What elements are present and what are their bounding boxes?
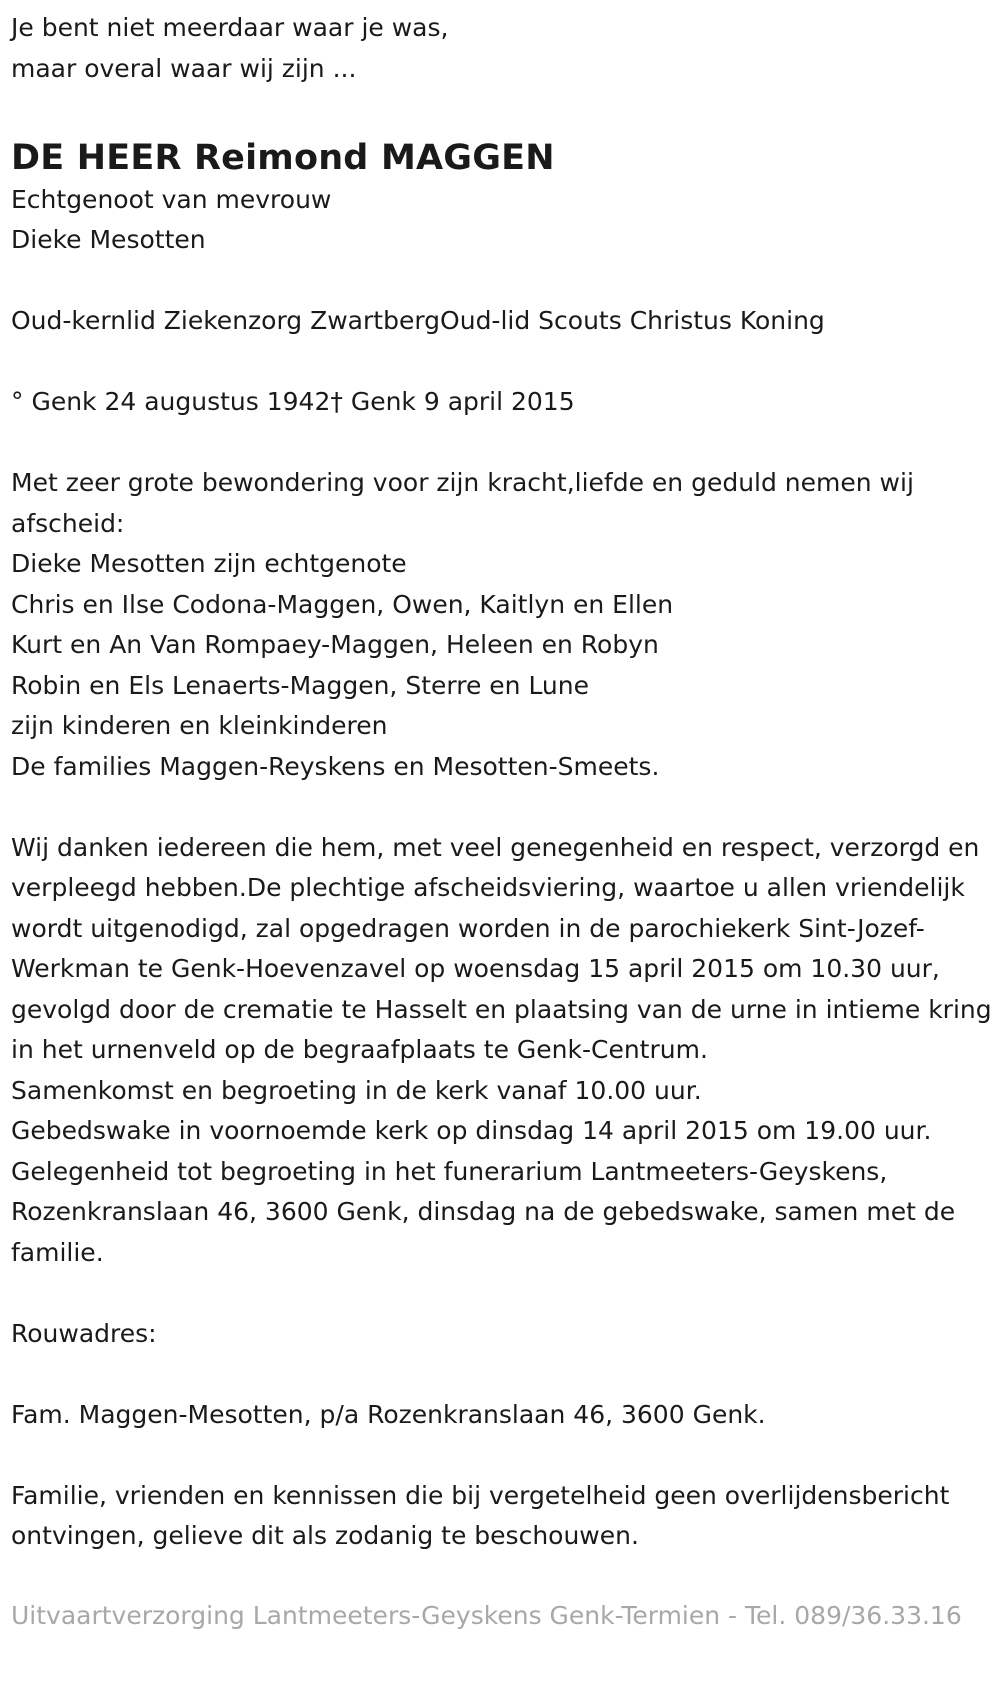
spouse-line-2: Dieke Mesotten xyxy=(11,225,206,254)
funeral-home-footer: Uitvaartverzorging Lantmeeters-Geyskens Genk-Termien - Tel. 089/36.33.16 xyxy=(11,1601,962,1630)
family-intro: Met zeer grote bewondering voor zijn kracht,liefde en geduld nemen wij afscheid: xyxy=(11,468,914,538)
ceremony-wake: Gebedswake in voornoemde kerk op dinsdag 14 april 2015 om 19.00 uur. xyxy=(11,1116,932,1145)
address-label: Rouwadres: xyxy=(11,1318,157,1348)
family-member: Dieke Mesotten zijn echtgenote xyxy=(11,549,407,578)
spacer xyxy=(11,1273,989,1314)
family-member: De families Maggen-Reyskens en Mesotten-Smeets. xyxy=(11,751,660,781)
spacer xyxy=(11,1557,989,1598)
ceremony-greeting: Gelegenheid tot begroeting in het funerarium Lantmeeters-Geyskens, Rozenkranslaan 46, 3600 Genk, dinsdag na de gebedswake, samen met de familie. xyxy=(11,1156,956,1267)
spacer xyxy=(11,787,989,828)
family-member: Kurt en An Van Rompaey-Maggen, Heleen en Robyn xyxy=(11,630,659,659)
ceremony-text: Wij danken iedereen die hem, met veel genegenheid en respect, verzorgd en verpleegd hebben.De plechtige afscheidsviering, waartoe u allen vriendelijk wordt uitgenodigd, zal opgedragen worden in de parochiekerk Sint-Jozef-Werkman te Genk-Hoevenzavel op woensdag 15 april 2015 om 10.30 uur, gevolgd door de crematie te Hasselt en plaatsing van de urne in intieme kring in het urnenveld op de begraafplaats te Genk-Centrum. xyxy=(11,832,992,1064)
spacer xyxy=(11,1354,989,1395)
family-member: Chris en Ilse Codona-Maggen, Owen, Kaitlyn en Ellen xyxy=(11,589,674,619)
notice-text: Familie, vrienden en kennissen die bij vergetelheid geen overlijdensbericht ontvingen, gelieve dit als zodanig te beschouwen. xyxy=(11,1480,950,1550)
spacer xyxy=(11,89,989,130)
family-member: zijn kinderen en kleinkinderen xyxy=(11,711,388,740)
poem-line-1: Je bent niet meerdaar waar je was, xyxy=(11,13,449,42)
spacer xyxy=(11,261,989,302)
spouse-line-1: Echtgenoot van mevrouw xyxy=(11,184,332,214)
birth-death-dates: ° Genk 24 augustus 1942† Genk 9 april 2015 xyxy=(11,387,575,416)
deceased-name: DE HEER Reimond MAGGEN xyxy=(11,137,555,178)
family-member: Robin en Els Lenaerts-Maggen, Sterre en Lune xyxy=(11,670,590,700)
spacer xyxy=(11,342,989,383)
affiliations: Oud-kernlid Ziekenzorg ZwartbergOud-lid Scouts Christus Koning xyxy=(11,306,825,335)
spacer xyxy=(11,1435,989,1476)
address-value: Fam. Maggen-Mesotten, p/a Rozenkranslaan 46, 3600 Genk. xyxy=(11,1399,766,1429)
ceremony-meeting: Samenkomst en begroeting in de kerk vanaf 10.00 uur. xyxy=(11,1075,702,1105)
poem-line-2: maar overal waar wij zijn ... xyxy=(11,53,357,83)
spacer xyxy=(11,423,989,464)
